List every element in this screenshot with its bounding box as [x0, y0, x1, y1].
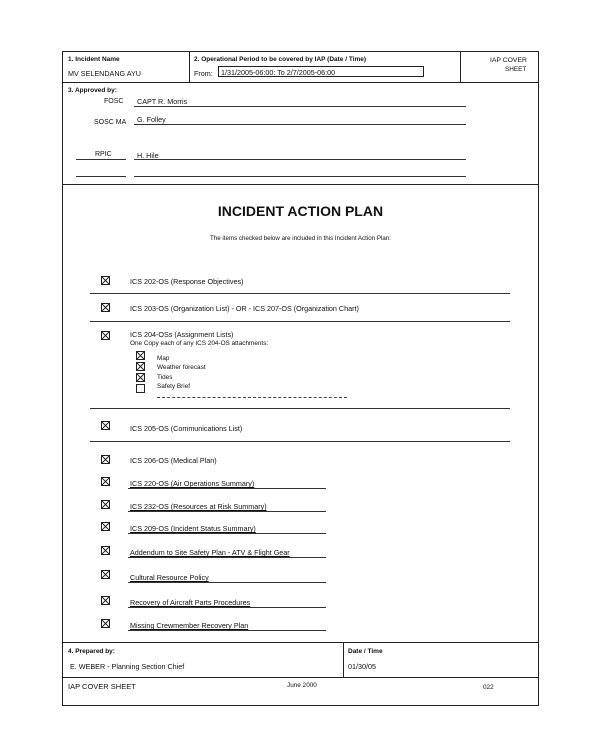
divider: [62, 642, 539, 643]
item-line: [128, 511, 326, 512]
divider: [62, 82, 539, 83]
item-ics209: ICS 209-OS (Incident Status Summary): [130, 524, 256, 533]
item-cultural: Cultural Resource Policy: [130, 573, 209, 582]
op-period-label: 2. Operational Period to be covered by IAP (Date / Time): [194, 56, 367, 63]
approved-name-sosc: G. Folley: [137, 115, 166, 124]
item-ics203: ICS 203-OS (Organization List) - OR - ICS 207-OS (Organization Chart): [130, 304, 359, 313]
checkbox-crewmember[interactable]: [101, 619, 110, 628]
checkbox-tides[interactable]: [136, 373, 145, 382]
prepared-value: E. WEBER - Planning Section Chief: [70, 662, 185, 671]
item-line: [128, 557, 326, 558]
row-divider: [90, 441, 510, 442]
checkbox-map[interactable]: [136, 351, 145, 360]
divider: [189, 51, 190, 82]
op-period-value: 1/31/2005-06:00: To 2/7/2005-06:00: [221, 68, 336, 77]
footer-left: IAP COVER SHEET: [68, 682, 136, 691]
item-crewmember: Missing Crewmember Recovery Plan: [130, 621, 249, 630]
role-line: [76, 159, 126, 160]
sheet-title-line1: IAP COVER: [490, 57, 527, 64]
item-ics204: ICS 204-OSs (Assignment Lists): [130, 330, 234, 339]
item-ics220: ICS 220-OS (Air Operations Summary): [130, 479, 255, 488]
item-line: [128, 607, 326, 608]
item-line: [128, 488, 326, 489]
signature-line: [134, 159, 466, 160]
signature-line: [134, 106, 466, 107]
divider: [62, 184, 539, 185]
attachment-map: Map: [157, 355, 170, 362]
attachment-tides: Tides: [157, 374, 173, 381]
item-line: [128, 533, 326, 534]
approved-name-fosc: CAPT R. Morris: [137, 97, 188, 106]
incident-name-label: 1. Incident Name: [68, 56, 120, 63]
checkbox-aircraft[interactable]: [101, 596, 110, 605]
row-divider: [90, 408, 510, 409]
checkbox-ics232[interactable]: [101, 500, 110, 509]
divider: [460, 51, 461, 82]
checkbox-ics209[interactable]: [101, 522, 110, 531]
footer-right: 022: [483, 684, 494, 691]
approved-label: 3. Approved by:: [68, 87, 117, 94]
row-divider: [90, 293, 510, 294]
item-ics205: ICS 205-OS (Communications List): [130, 424, 243, 433]
approved-name-rpic: H. Hile: [137, 151, 159, 160]
checkbox-addendum[interactable]: [101, 546, 110, 555]
plan-title: INCIDENT ACTION PLAN: [217, 203, 384, 219]
checkbox-ics220[interactable]: [101, 477, 110, 486]
divider: [62, 677, 539, 678]
row-divider: [90, 321, 510, 322]
signature-line: [134, 124, 466, 125]
item-ics202: ICS 202-OS (Response Objectives): [130, 277, 244, 286]
blank-line: [157, 397, 347, 398]
role-line: [76, 176, 126, 177]
approved-role-rpic: RPIC: [95, 151, 112, 158]
item-addendum: Addendum to Site Safety Plan - ATV & Flight Gear: [130, 548, 290, 557]
attachment-weather: Weather forecast: [157, 364, 206, 371]
incident-name-value: MV SELENDANG AYU: [68, 69, 141, 78]
approved-role-fosc: FOSC: [104, 98, 124, 105]
item-line: [128, 630, 326, 631]
date-value: 01/30/05: [348, 662, 376, 671]
approved-role-sosc: SOSC MA: [94, 119, 127, 126]
item-ics206: ICS 206-OS (Medical Plan): [130, 456, 217, 465]
from-label: From:: [194, 69, 213, 78]
item-aircraft: Recovery of Aircraft Parts Procedures: [130, 598, 251, 607]
checkbox-ics204[interactable]: [101, 331, 110, 340]
checkbox-ics202[interactable]: [101, 276, 110, 285]
item-ics232: ICS 232-OS (Resources at Risk Summary): [130, 502, 267, 511]
checkbox-ics206[interactable]: [101, 455, 110, 464]
attachments-note: One Copy each of any ICS 204-OS attachments:: [130, 340, 269, 347]
item-line: [128, 582, 326, 583]
footer-center: June 2000: [287, 682, 317, 689]
signature-line: [134, 176, 466, 177]
checkbox-safety-brief[interactable]: [136, 384, 145, 393]
checkbox-ics205[interactable]: [101, 421, 110, 430]
prepared-label: 4. Prepared by:: [68, 648, 115, 655]
plan-subtitle: The items checked below are included in this Incident Action Plan:: [210, 235, 391, 242]
checkbox-cultural[interactable]: [101, 570, 110, 579]
checkbox-ics203[interactable]: [101, 303, 110, 312]
checkbox-weather[interactable]: [136, 362, 145, 371]
divider: [343, 642, 344, 677]
sheet-title-line2: SHEET: [505, 66, 527, 73]
date-label: Date / Time: [348, 648, 383, 655]
attachment-safety-brief: Safety Brief: [157, 383, 191, 390]
